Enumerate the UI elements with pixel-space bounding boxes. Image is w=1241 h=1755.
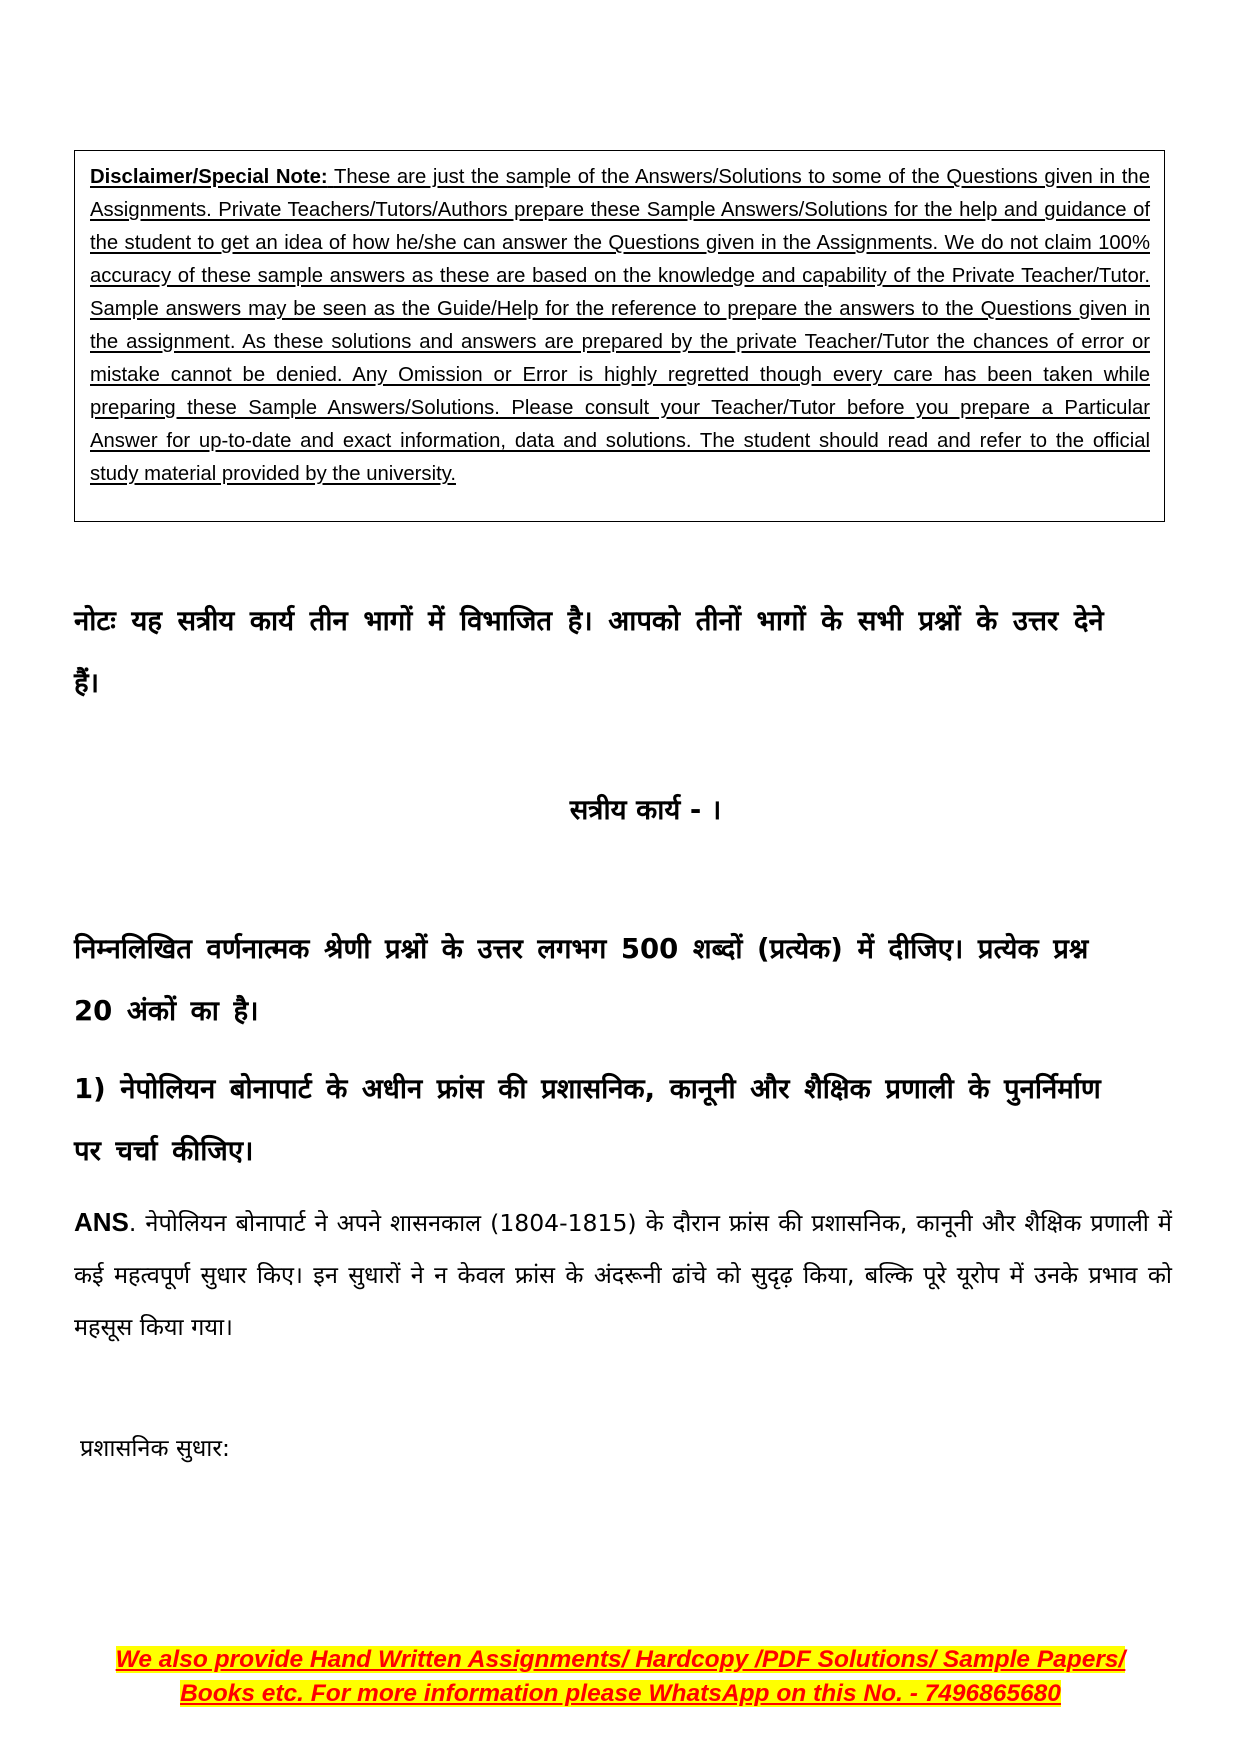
administrative-reforms-heading: प्रशासनिक सुधार: xyxy=(80,1434,230,1462)
promo-footer xyxy=(0,1643,1241,1711)
section-title: सत्रीय कार्य - । xyxy=(569,794,722,826)
promo-line-2: Books etc. For more information please WhatsApp on this No. - 7496865680 xyxy=(180,1680,1061,1707)
disclaimer-text: These are just the sample of the Answers/Solutions to some of the Questions given in the Assignments. Private Teachers/Tutors/Authors prepare these Sample Answers/Solutions for the help and guidance of the student to get an idea of how he/she can answer the Questions given in the Assignments. We do not claim 100% accuracy of these sample answers as these are based on the knowledge and capability of the Private Teacher/Tutor. Sample answers may be seen as the Guide/Help for the reference to prepare the answers to the Questions given in the assignment. As these solutions and answers are prepared by the private Teacher/Tutor the chances of error or mistake cannot be denied. Any Omission or Error is highly regretted though every care has been taken while preparing these Sample Answers/Solutions. Please consult your Teacher/Tutor before you prepare a Particular Answer for up-to-date and exact information, data and solutions. The student should read and refer to the official study material provided by the university. xyxy=(90,166,1150,485)
disclaimer-box xyxy=(74,150,1165,522)
question-instructions: निम्नलिखित वर्णनात्मक श्रेणी प्रश्नों के उत्तर लगभग 500 शब्दों (प्रत्येक) में दीजिए। प्रत्येक प्रश्न 20 अंकों का है। xyxy=(74,933,1089,1027)
answer-paragraph xyxy=(74,1196,1172,1353)
promo-line-1: We also provide Hand Written Assignments/ Hardcopy /PDF Solutions/ Sample Papers/ xyxy=(115,1646,1126,1673)
answer-text: . नेपोलियन बोनापार्ट ने अपने शासनकाल (1804-1815) के दौरान फ्रांस की प्रशासनिक, कानूनी और शैक्षिक प्रणाली में कई महत्वपूर्ण सुधार किए। इन सुधारों ने न केवल फ्रांस के अंदरूनी ढांचे को सुदृढ़ किया, बल्कि पूरे यूरोप में उनके प्रभाव को महसूस किया गया। xyxy=(74,1209,1172,1341)
disclaimer-label: Disclaimer/Special Note: xyxy=(90,166,328,188)
answer-label: ANS xyxy=(74,1207,129,1237)
question-1: 1) नेपोलियन बोनापार्ट के अधीन फ्रांस की प्रशासनिक, कानूनी और शैक्षिक प्रणाली के पुनर्निर्माण पर चर्चा कीजिए। xyxy=(74,1073,1101,1167)
assignment-note: नोटः यह सत्रीय कार्य तीन भागों में विभाजित है। आपको तीनों भागों के सभी प्रश्नों के उत्तर देने हैं। xyxy=(74,605,1104,699)
